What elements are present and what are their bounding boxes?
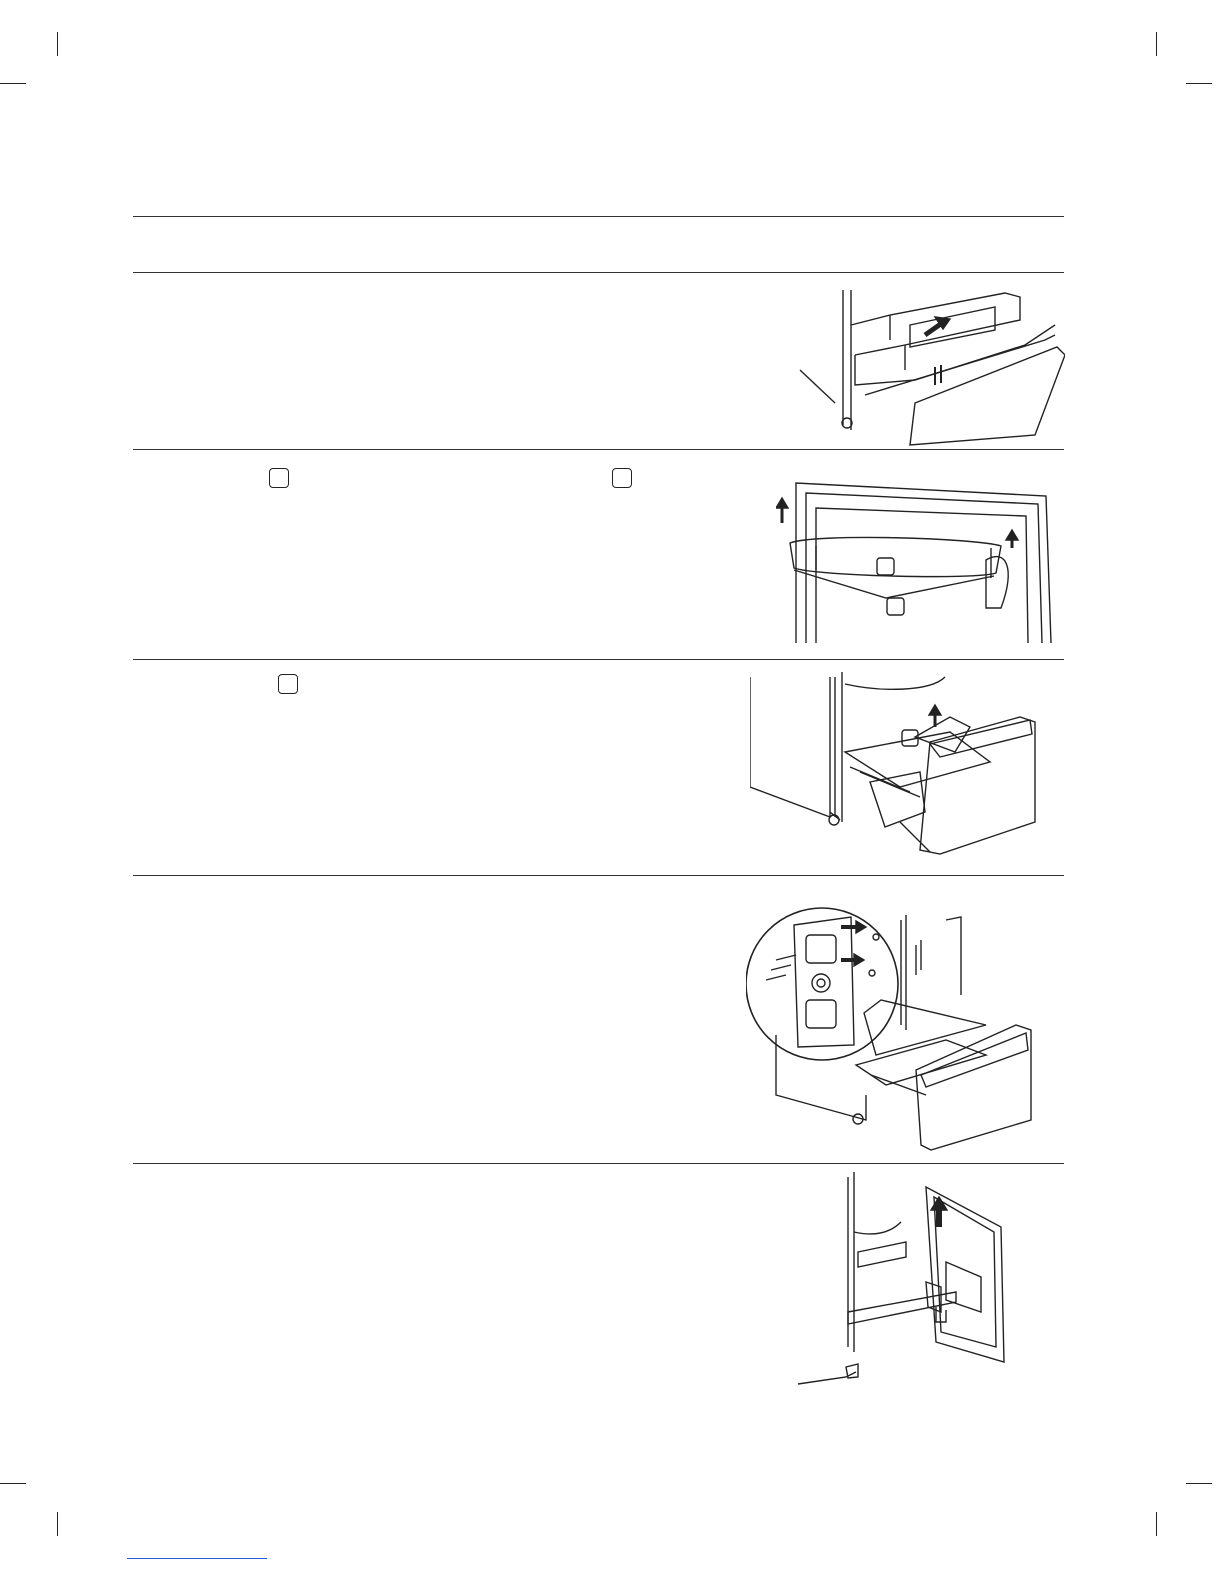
footer-link-underline[interactable] (127, 1558, 267, 1559)
rail-screw-removal-illustration (746, 905, 1046, 1155)
crop-mark-top-right-h (1186, 83, 1212, 84)
callout-marker (269, 468, 289, 488)
crop-mark-bottom-left-h (0, 1483, 26, 1484)
crop-mark-bottom-left-v (57, 1512, 58, 1536)
freezer-drawer-slide-out-illustration (795, 285, 1065, 450)
drawer-front-lift-off-illustration (796, 1172, 1016, 1387)
door-bin-lift-illustration (776, 478, 1056, 643)
crop-mark-top-left-v (57, 32, 58, 56)
header-top-rule (133, 216, 1064, 217)
callout-marker (278, 674, 298, 694)
crop-mark-bottom-right-h (1186, 1483, 1212, 1484)
crop-mark-top-left-h (0, 83, 26, 84)
crop-mark-top-right-v (1156, 32, 1157, 56)
freezer-basket-lift-illustration (750, 672, 1040, 858)
callout-marker (612, 468, 632, 488)
crop-mark-bottom-right-v (1156, 1512, 1157, 1536)
